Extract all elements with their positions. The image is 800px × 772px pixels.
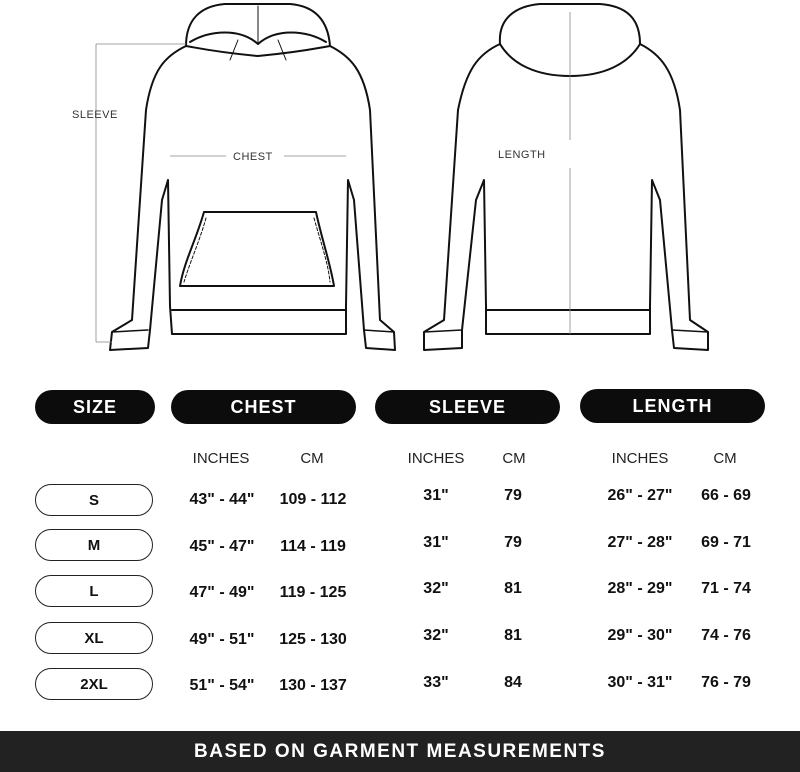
- length-inches-cell: 29" - 30": [607, 627, 673, 644]
- length-header: LENGTH: [580, 389, 765, 423]
- length-cm-cell: 69 - 71: [701, 534, 751, 551]
- size-pill-2xl: 2XL: [35, 668, 153, 700]
- length-inches-subheader: INCHES: [611, 450, 669, 467]
- sleeve-inches-cell: 32": [423, 627, 449, 644]
- size-pill-l: L: [35, 575, 153, 607]
- sleeve-inches-cell: 31": [423, 534, 449, 551]
- hoodie-illustrations: [0, 0, 800, 370]
- garment-diagram: [0, 0, 800, 370]
- chest-inches-cell: 43" - 44": [189, 491, 255, 508]
- sleeve-inches-cell: 33": [423, 674, 449, 691]
- chest-cm-subheader: CM: [300, 450, 324, 467]
- chest-inches-cell: 45" - 47": [189, 538, 255, 555]
- size-pill-m: M: [35, 529, 153, 561]
- sleeve-measure-label: SLEEVE: [72, 109, 118, 121]
- length-inches-cell: 27" - 28": [607, 534, 673, 551]
- length-cm-subheader: CM: [713, 450, 737, 467]
- length-cm-cell: 74 - 76: [701, 627, 751, 644]
- sleeve-inches-subheader: INCHES: [407, 450, 465, 467]
- chest-header: CHEST: [171, 390, 356, 424]
- chest-cm-cell: 109 - 112: [279, 491, 347, 508]
- hoodie-back-icon: [424, 4, 708, 350]
- sleeve-cm-cell: 79: [504, 534, 522, 551]
- chest-inches-cell: 47" - 49": [189, 584, 255, 601]
- chest-cm-cell: 130 - 137: [279, 677, 347, 694]
- size-pill-xl: XL: [35, 622, 153, 654]
- chest-inches-cell: 49" - 51": [189, 631, 255, 648]
- chest-cm-cell: 119 - 125: [279, 584, 347, 601]
- length-cm-cell: 76 - 79: [701, 674, 751, 691]
- length-inches-cell: 28" - 29": [607, 580, 673, 597]
- chest-cm-cell: 125 - 130: [279, 631, 347, 648]
- length-measure-label: LENGTH: [498, 149, 546, 161]
- sleeve-inches-cell: 32": [423, 580, 449, 597]
- chest-inches-subheader: INCHES: [192, 450, 250, 467]
- size-header: SIZE: [35, 390, 155, 424]
- sleeve-header: SLEEVE: [375, 390, 560, 424]
- sleeve-cm-cell: 81: [504, 627, 522, 644]
- sleeve-cm-cell: 84: [504, 674, 522, 691]
- chest-cm-cell: 114 - 119: [280, 538, 346, 555]
- chest-measure-label: CHEST: [233, 151, 273, 163]
- sleeve-inches-cell: 31": [423, 487, 449, 504]
- sleeve-cm-cell: 81: [504, 580, 522, 597]
- hoodie-front-icon: [110, 4, 395, 350]
- sleeve-cm-subheader: CM: [502, 450, 526, 467]
- length-cm-cell: 71 - 74: [701, 580, 751, 597]
- length-cm-cell: 66 - 69: [701, 487, 751, 504]
- size-pill-s: S: [35, 484, 153, 516]
- length-inches-cell: 26" - 27": [607, 487, 673, 504]
- chest-inches-cell: 51" - 54": [189, 677, 255, 694]
- footer-banner: BASED ON GARMENT MEASUREMENTS: [0, 731, 800, 772]
- sleeve-cm-cell: 79: [504, 487, 522, 504]
- length-inches-cell: 30" - 31": [607, 674, 673, 691]
